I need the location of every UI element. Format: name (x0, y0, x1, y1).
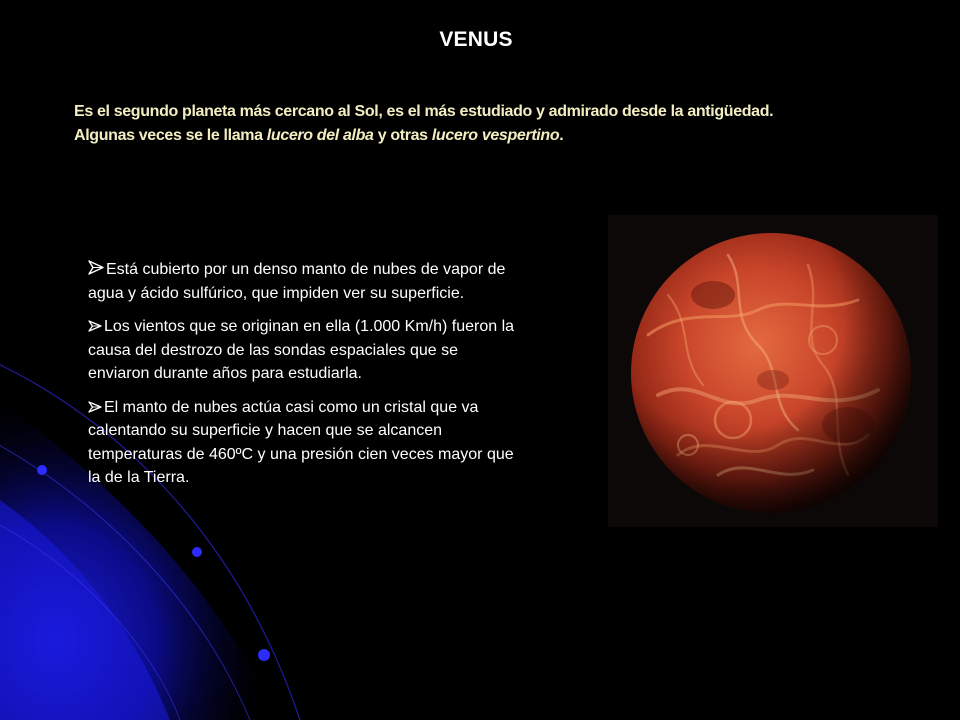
intro-emphasis-2: lucero vespertino (431, 127, 560, 144)
intro-emphasis-1: lucero del alba (266, 127, 374, 144)
venus-planet-image (608, 215, 938, 527)
intro-text-1: Es el segundo planeta más cercano al Sol, es el más estudiado y admirado desde la antigüedad. Algunas veces se le llama (74, 103, 774, 144)
bullet-item (88, 315, 518, 386)
bullet-text: Los vientos que se originan en ella (1.000 Km/h) fueron la causa del destrozo de las sondas espaciales que se enviaron durante años para estudiarla. (88, 318, 515, 382)
arrowhead-bullet-icon (88, 397, 102, 409)
bullet-item (88, 258, 518, 305)
intro-text-3: . (559, 127, 564, 144)
intro-paragraph (74, 100, 834, 148)
bullet-text: Está cubierto por un denso manto de nubes de vapor de agua y ácido sulfúrico, que impiden ver su superficie. (88, 261, 506, 302)
arrowhead-bullet-icon (88, 316, 102, 328)
bullet-text: El manto de nubes actúa casi como un cristal que va calentando su superficie y hacen que se alcancen temperaturas de 460ºC y una presión cien veces mayor que la de la Tierra. (88, 398, 514, 486)
bullet-item (88, 396, 518, 490)
bullet-list (88, 258, 518, 500)
arrowhead-bullet-icon (88, 259, 104, 274)
intro-text-2: y otras (373, 127, 432, 144)
slide-title: VENUS (439, 28, 513, 51)
